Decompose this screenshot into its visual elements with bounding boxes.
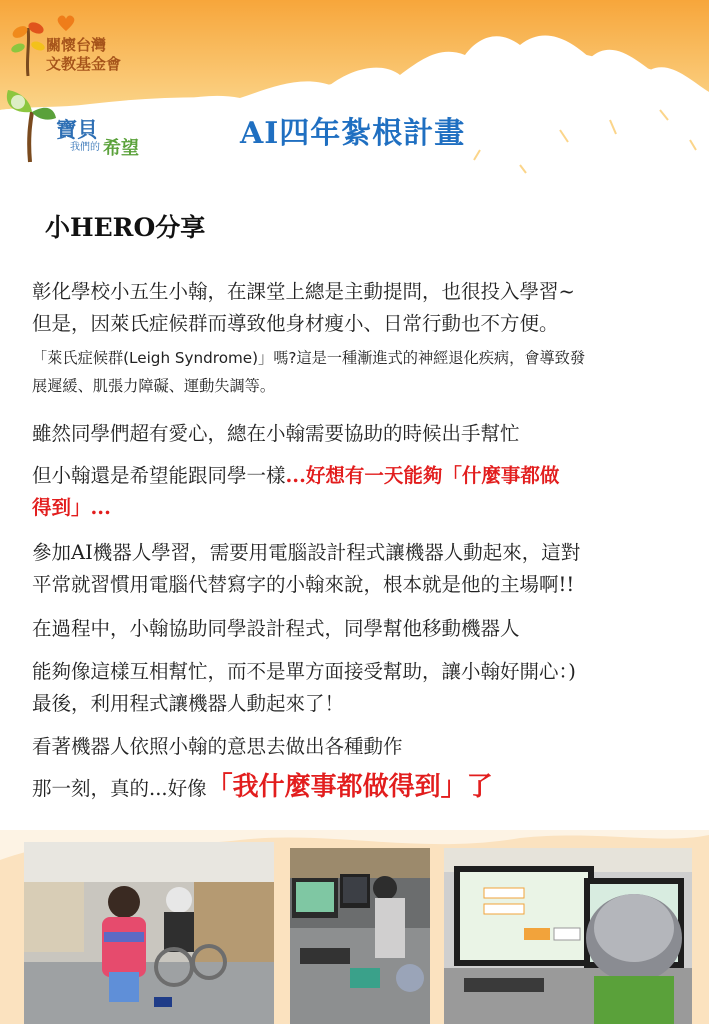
text-line: 看著機器人依照小翰的意思去做出各種動作 [32, 735, 403, 758]
paragraph-mutual-help [32, 656, 708, 720]
photo-classroom-wheelchair [24, 842, 274, 1024]
classroom-photo-image [24, 842, 274, 1024]
page-title: AI四年紮根計畫 [240, 116, 466, 151]
sprout-icon [8, 18, 48, 78]
text-line: 彰化學校小五生小翰，在課堂上總是主動提問，也很投入學習~ [32, 280, 575, 303]
text-line: 平常就習慣用電腦代替寫字的小翰來說，根本就是他的主場啊!! [32, 573, 575, 596]
highlight-text: 「我什麼事都做得到」了 [206, 772, 493, 802]
section-title: 小HERO分享 [45, 213, 206, 242]
text-line: 最後，利用程式讓機器人動起來了！ [32, 692, 345, 715]
computer-lab-photo-image [290, 848, 430, 1024]
photo-computer-lab [290, 848, 430, 1024]
paragraph-ai-robot [32, 537, 708, 601]
programming-photo-image [444, 848, 692, 1024]
paragraph-ending [32, 731, 708, 805]
text-line: 雖然同學們超有愛心，總在小翰需要協助的時候出手幫忙 [32, 422, 520, 445]
foundation-name-line2: 文教基金會 [46, 55, 122, 73]
text-line [32, 771, 708, 805]
text-line: 參加AI機器人學習，需要用電腦設計程式讓機器人動起來，這對 [32, 541, 581, 564]
text-line: 但是，因萊氏症候群而導致他身材瘦小、日常行動也不方便。 [32, 312, 559, 335]
foundation-name [46, 36, 156, 74]
foundation-name-line1: 關懷台灣 [46, 36, 107, 54]
text-line [32, 460, 708, 492]
paragraph-process [32, 613, 708, 645]
photo-strip [0, 830, 709, 1024]
baby-hope-logo [0, 84, 160, 164]
text-line: 展遲緩、肌張力障礙、運動失調等。 [32, 377, 275, 395]
baby-title: 寶貝 [56, 118, 98, 142]
paragraph-wish [32, 460, 708, 524]
baby-subtitle: 我們的 [70, 142, 100, 153]
paragraph-intro [32, 276, 708, 340]
text-line: 在過程中，小翰協助同學設計程式，同學幫他移動機器人 [32, 617, 520, 640]
header-banner [0, 0, 709, 175]
paragraph-classmates [32, 418, 708, 450]
highlight-text: ...好想有一天能夠「什麼事都做 [285, 464, 560, 487]
text-line: 「萊氏症候群(Leigh Syndrome)」嗎?這是一種漸進式的神經退化疾病，會導致發 [32, 349, 586, 367]
baby-hope: 希望 [103, 138, 139, 159]
heart-icon [56, 14, 76, 32]
text-plain: 那一刻，真的...好像 [32, 777, 207, 800]
text-plain: 但小翰還是希望能跟同學一樣 [32, 464, 286, 487]
green-sprout-icon [0, 84, 60, 164]
text-line: 能夠像這樣互相幫忙，而不是單方面接受幫助，讓小翰好開心：) [32, 660, 576, 683]
paragraph-syndrome-note [32, 344, 708, 400]
highlight-text: 得到」... [32, 496, 111, 519]
photo-programming [444, 848, 692, 1024]
foundation-logo [8, 10, 148, 88]
